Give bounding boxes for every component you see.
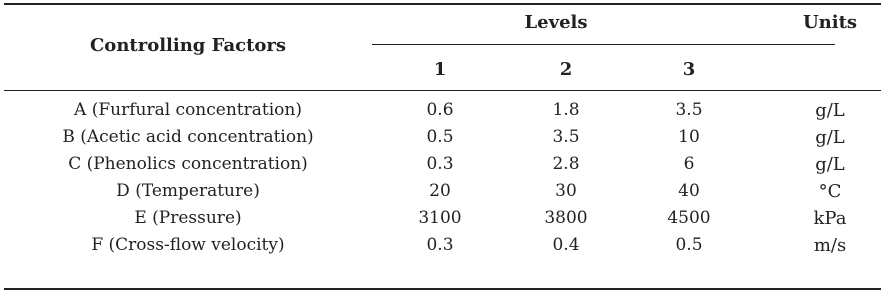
header-level-3: 3 — [682, 59, 696, 80]
header-level-2: 2 — [559, 59, 573, 80]
level-2-cell: 3.5 — [552, 127, 580, 147]
table-row — [0, 97, 885, 124]
level-2-cell: 1.8 — [552, 100, 580, 120]
factor-cell: D (Temperature) — [116, 181, 260, 201]
bottom-rule — [4, 288, 881, 290]
level-1-cell: 20 — [429, 181, 451, 201]
level-2-cell: 30 — [555, 181, 577, 201]
level-3-cell: 0.5 — [675, 235, 703, 255]
header-levels: Levels — [524, 12, 588, 33]
header-level-1: 1 — [433, 59, 447, 80]
table-row — [0, 124, 885, 151]
factor-cell: E (Pressure) — [134, 208, 242, 228]
level-3-cell: 4500 — [667, 208, 711, 228]
header-units: Units — [802, 12, 858, 33]
factor-cell: F (Cross-flow velocity) — [91, 235, 285, 255]
level-1-cell: 0.5 — [426, 127, 454, 147]
level-3-cell: 40 — [678, 181, 700, 201]
table-row — [0, 178, 885, 205]
level-1-cell: 0.3 — [426, 235, 454, 255]
table-row — [0, 232, 885, 259]
level-3-cell: 3.5 — [675, 100, 703, 120]
level-1-cell: 3100 — [418, 208, 462, 228]
unit-cell: g/L — [815, 127, 845, 148]
factor-cell: A (Furfural concentration) — [74, 100, 302, 120]
unit-cell: m/s — [813, 235, 847, 256]
level-2-cell: 2.8 — [552, 154, 580, 174]
level-2-cell: 3800 — [544, 208, 588, 228]
level-1-cell: 0.3 — [426, 154, 454, 174]
top-rule — [4, 3, 881, 5]
header-controlling-factors: Controlling Factors — [89, 35, 287, 56]
level-3-cell: 6 — [683, 154, 695, 174]
level-2-cell: 0.4 — [552, 235, 580, 255]
levels-underline — [372, 44, 835, 45]
unit-cell: kPa — [813, 208, 847, 229]
unit-cell: g/L — [815, 154, 845, 175]
unit-cell: °C — [818, 181, 842, 202]
header-rule — [4, 90, 881, 91]
table-row — [0, 151, 885, 178]
level-3-cell: 10 — [678, 127, 700, 147]
table-row — [0, 205, 885, 232]
factor-cell: B (Acetic acid concentration) — [62, 127, 314, 147]
factor-cell: C (Phenolics concentration) — [68, 154, 308, 174]
unit-cell: g/L — [815, 100, 845, 121]
level-1-cell: 0.6 — [426, 100, 454, 120]
table-body — [0, 97, 885, 259]
